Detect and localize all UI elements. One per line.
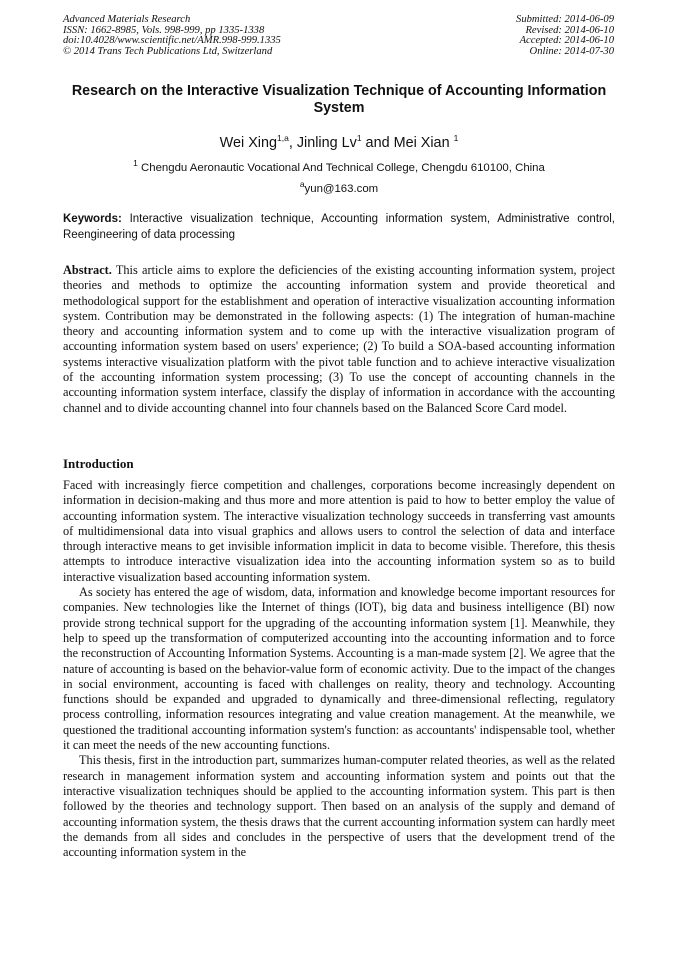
affil-mark: 1 [133, 158, 138, 168]
copyright-line: © 2014 Trans Tech Publications Ltd, Switzerland [63, 45, 273, 57]
affil-text: Chengdu Aeronautic Vocational And Technical College, Chengdu 610100, China [137, 161, 545, 174]
online-date: Online: 2014-07-30 [529, 45, 614, 57]
paragraph: This thesis, first in the introduction part, summarizes human-computer related theories, as well as the related research in management information system and accounting information system and points out that the interactive visualization techniques should be applied to the accounting information system. This part is then followed by the theories and technology support. Then based on an analysis of the supply and demand of accounting information system, the thesis draws that the current accounting information system can hardly meet the demands from all sides and concludes in the perspective of users that the development trend of the accounting information system in the [63, 753, 615, 860]
author-separator: and [361, 134, 394, 151]
paper-title: Research on the Interactive Visualization Technique of Accounting Information System [71, 83, 607, 116]
revised-date: Revised: 2014-06-10 [525, 24, 614, 36]
paragraph: As society has entered the age of wisdom, data, information and knowledge become important resources for companies. New technologies like the Internet of things (IOT), big data and business intelligence (BI) now provide strong technical support for the upgrading of the accounting information system [1]. Meanwhile, they help to speed up the transformation of computerized accounting into the accounting information and to force the reconstruction of Accounting Information Systems. Accounting is a man-made system [2]. We agree that the nature of accounting is based on the behavior-value form of economic activity. Due to the impact of the changes in social environment, accounting is faced with challenges on reality, theory and technology. Accounting functions should be expanded and upgraded to dynamically and three-dimensional reflecting, regulatory process controlling, information resources integrating and value creation management. At the meanwhile, we questioned the traditional accounting information system's function: as accountants' indispensable tool, whether it can meet the needs of the new accounting functions. [63, 585, 615, 753]
abstract-label: Abstract. [63, 263, 112, 277]
abstract [63, 263, 615, 416]
issn-line: ISSN: 1662-8985, Vols. 998-999, pp 1335-1338 [63, 24, 265, 36]
author-email [63, 177, 615, 196]
author-affil-mark: 1 [356, 133, 362, 143]
email-mark: a [299, 179, 305, 189]
section-heading-introduction: Introduction [63, 456, 134, 471]
keywords-text: Interactive visualization technique, Accounting information system, Administrative control, Reengineering of data processing [63, 213, 615, 241]
author-list [63, 129, 615, 152]
author-name: Jinling Lv [296, 134, 357, 151]
author-affil-mark: 1 [453, 133, 459, 143]
keywords [63, 212, 615, 243]
email-text: yun@163.com [304, 182, 379, 195]
accepted-date: Accepted: 2014-06-10 [519, 35, 614, 47]
journal-info [63, 15, 281, 57]
author-separator: , [288, 134, 297, 151]
author-name: Mei Xian [393, 134, 454, 151]
affiliation [63, 156, 615, 175]
introduction-body [63, 478, 615, 860]
doi-line: doi:10.4028/www.scientific.net/AMR.998-999.1335 [63, 35, 281, 47]
keywords-label: Keywords: [63, 213, 122, 225]
abstract-text: This article aims to explore the deficiencies of the existing accounting information system, project theories and methods to optimize the accounting information system and provide theoretical and methodological support for the establishment and operation of interactive visualization accounting information system. Contribution may be demonstrated in the following aspects: (1) The integration of human-machine theory and accounting information system and to come up with the interactive visualization program of accounting information system based on users' experience; (2) To build a SOA-based accounting information systems interactive visualization platform with the pivot table function and to achieve interactive visualization of the accounting information system processing; (3) To use the concept of accounting channels in the accounting information system interface, classify the display of information in accordance with the accounting channel and to divide accounting channel into four channels based on the Balanced Score Card model. [63, 263, 615, 415]
author-affil-mark: 1,a [277, 133, 289, 143]
paragraph: Faced with increasingly fierce competition and challenges, corporations become increasingly dependent on information in decision-making and thus more and more attention is paid to how to better employ the value of accounting information system. The interactive visualization technology succeeds in transferring vast amounts of multidimensional data into visual graphics and allows users to control the selection of data and interface through interactive means to get invisible information implicit in data to become visible. Therefore, this thesis attempts to introduce interactive visualization idea into the accounting information system so as to build interactive visualization based accounting information system. [63, 478, 615, 584]
journal-name: Advanced Materials Research [63, 14, 191, 25]
submitted-date: Submitted: 2014-06-09 [516, 14, 614, 25]
author-name: Wei Xing [219, 134, 277, 151]
publication-dates [516, 15, 614, 57]
